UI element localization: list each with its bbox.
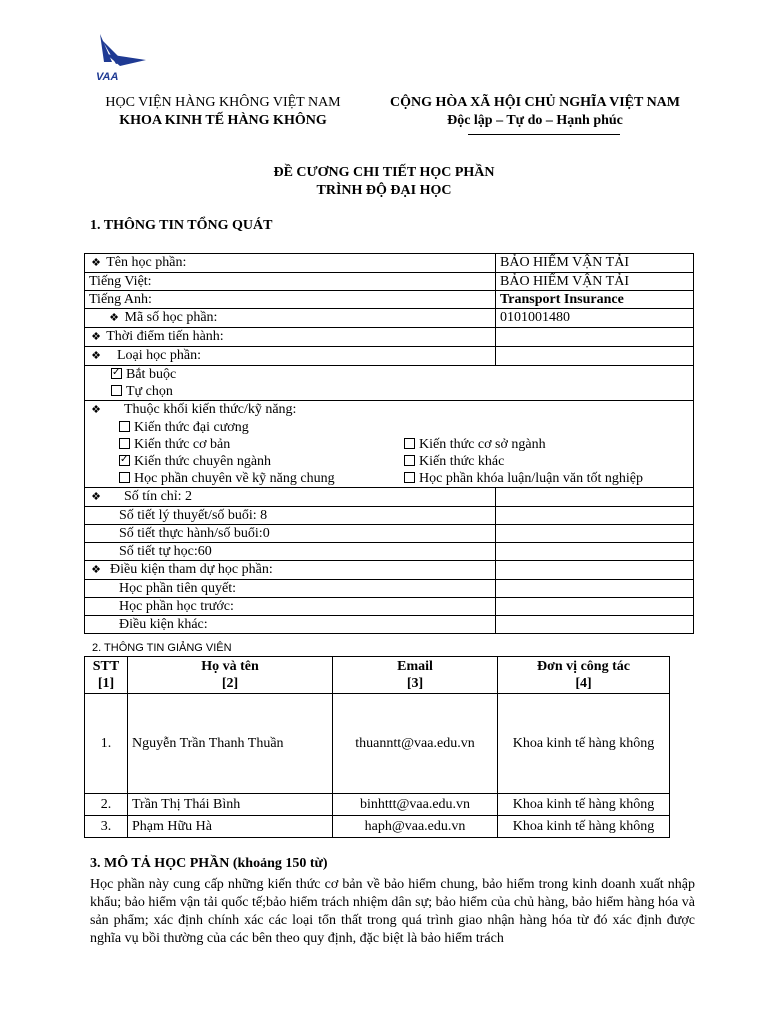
table-row (85, 694, 670, 794)
institute-name: HỌC VIỆN HÀNG KHÔNG VIỆT NAM (105, 95, 341, 110)
table-row (85, 598, 694, 616)
prerequisite-label: Học phần tiên quyết: (119, 581, 237, 596)
cell-stt: 2. (85, 794, 128, 816)
course-name-value: BẢO HIỂM VẬN TẢI (500, 255, 629, 270)
course-code-value: 0101001480 (500, 310, 570, 325)
block-general: Kiến thức đại cương (134, 420, 249, 435)
table-header-row (85, 657, 670, 694)
title-line-1: ĐỀ CƯƠNG CHI TIẾT HỌC PHẦN (273, 165, 495, 180)
vietnamese-label: Tiếng Việt: (89, 274, 152, 289)
cell-email: binhttt@vaa.edu.vn (333, 794, 498, 816)
table-row (85, 488, 694, 507)
vietnamese-value: BẢO HIỂM VẬN TẢI (500, 274, 629, 289)
block-base-major: Kiến thức cơ sở ngành (419, 437, 546, 452)
knowledge-block-label: Thuộc khối kiến thức/kỹ năng: (124, 402, 297, 417)
unchecked-box-icon (404, 455, 415, 466)
section1-heading: 1. THÔNG TIN TỔNG QUÁT (90, 218, 273, 233)
table-row (85, 580, 694, 598)
table-row (85, 401, 694, 488)
logo-text: VAA (96, 71, 119, 83)
table-row (85, 561, 694, 580)
table-row (85, 366, 694, 401)
motto: Độc lập – Tự do – Hạnh phúc (447, 113, 623, 128)
table-row (85, 525, 694, 543)
unchecked-box-icon (119, 472, 130, 483)
diamond-bullet-icon: ❖ (91, 491, 101, 503)
checked-box-icon (119, 455, 130, 466)
cell-unit: Khoa kinh tế hàng không (498, 816, 670, 838)
col-header-email: Email [3] (333, 657, 498, 694)
other-conditions-label: Điều kiện khác: (119, 617, 208, 632)
table-row (85, 328, 694, 347)
cell-email: thuanntt@vaa.edu.vn (333, 694, 498, 794)
checked-box-icon (111, 368, 122, 379)
unchecked-box-icon (404, 472, 415, 483)
cell-name: Trần Thị Thái Bình (128, 794, 333, 816)
english-label: Tiếng Anh: (89, 292, 152, 307)
cell-name: Nguyễn Trần Thanh Thuần (128, 694, 333, 794)
cell-unit: Khoa kinh tế hàng không (498, 794, 670, 816)
diamond-bullet-icon: ❖ (109, 312, 119, 324)
type-elective: Tự chọn (126, 384, 173, 399)
course-name-label: Tên học phần: (106, 255, 187, 270)
table-row (85, 816, 670, 838)
table-row (85, 309, 694, 328)
table-row (85, 507, 694, 525)
credits-label: Số tín chỉ: 2 (124, 489, 193, 504)
cell-stt: 3. (85, 816, 128, 838)
section2-heading: 2. THÔNG TIN GIẢNG VIÊN (92, 642, 232, 654)
vaa-logo (90, 32, 150, 84)
unchecked-box-icon (111, 385, 122, 396)
time-label: Thời điểm tiến hành: (106, 329, 224, 344)
diamond-bullet-icon: ❖ (91, 564, 101, 576)
block-other: Kiến thức khác (419, 454, 505, 469)
section3-heading: 3. MÔ TẢ HỌC PHẦN (khoảng 150 từ) (90, 856, 328, 871)
title-line-2: TRÌNH ĐỘ ĐẠI HỌC (316, 183, 452, 198)
block-thesis: Học phần khóa luận/luận văn tốt nghiệp (419, 471, 643, 486)
course-description: Học phần này cung cấp những kiến thức cơ bản về bảo hiểm chung, bảo hiểm trong kinh doanh xuất nhập khẩu; bảo hiểm vận tải quốc tế;bảo hiểm trách nhiệm dân sự; bảo hiểm của chủ hàng, bảo hiểm hàng hóa và sản phẩm; xác định chính xác các loại tổn thất trong quá trình giao nhận hàng hóa từ đó xác định được nghĩa vụ bồi thường của các bên theo quy định, đặc biệt là bảo hiểm trách (90, 877, 695, 946)
table-row (85, 291, 694, 309)
table-row (85, 254, 694, 273)
col-header-unit: Đơn vị công tác [4] (498, 657, 670, 694)
diamond-bullet-icon: ❖ (91, 404, 101, 416)
document-title (0, 164, 768, 200)
cell-unit: Khoa kinh tế hàng không (498, 694, 670, 794)
cell-stt: 1. (85, 694, 128, 794)
header-right (370, 94, 700, 130)
block-specialized: Kiến thức chuyên ngành (134, 454, 272, 469)
unchecked-box-icon (119, 421, 130, 432)
cell-name: Phạm Hữu Hà (128, 816, 333, 838)
block-skills: Học phần chuyên về kỹ năng chung (134, 471, 335, 486)
practice-label: Số tiết thực hành/số buổi:0 (119, 526, 270, 541)
republic-name: CỘNG HÒA XÃ HỘI CHỦ NGHĨA VIỆT NAM (389, 95, 680, 110)
table-row (85, 347, 694, 366)
motto-underline (468, 134, 620, 135)
self-study-label: Số tiết tự học:60 (119, 544, 212, 559)
unchecked-box-icon (119, 438, 130, 449)
theory-label: Số tiết lý thuyết/số buổi: 8 (119, 508, 268, 523)
table-row (85, 794, 670, 816)
unchecked-box-icon (404, 438, 415, 449)
header-left (78, 94, 368, 130)
diamond-bullet-icon: ❖ (91, 331, 101, 343)
english-value: Transport Insurance (500, 292, 624, 307)
diamond-bullet-icon: ❖ (91, 257, 101, 269)
table-row (85, 273, 694, 291)
prior-course-label: Học phần học trước: (119, 599, 234, 614)
course-type-label: Loại học phần: (117, 348, 201, 363)
col-header-name: Họ và tên [2] (128, 657, 333, 694)
col-header-stt: STT [1] (85, 657, 128, 694)
type-required: Bắt buộc (126, 367, 177, 382)
table-row (85, 616, 694, 634)
diamond-bullet-icon: ❖ (91, 350, 101, 362)
cell-email: haph@vaa.edu.vn (333, 816, 498, 838)
conditions-label: Điều kiện tham dự học phần: (110, 562, 273, 577)
faculty-name: KHOA KINH TẾ HÀNG KHÔNG (119, 113, 327, 128)
lecturer-table (84, 656, 670, 838)
general-info-table (84, 253, 694, 634)
block-basic: Kiến thức cơ bản (134, 437, 231, 452)
vaa-logo-mark (90, 32, 150, 84)
course-code-label: Mã số học phần: (124, 310, 218, 325)
table-row (85, 543, 694, 561)
